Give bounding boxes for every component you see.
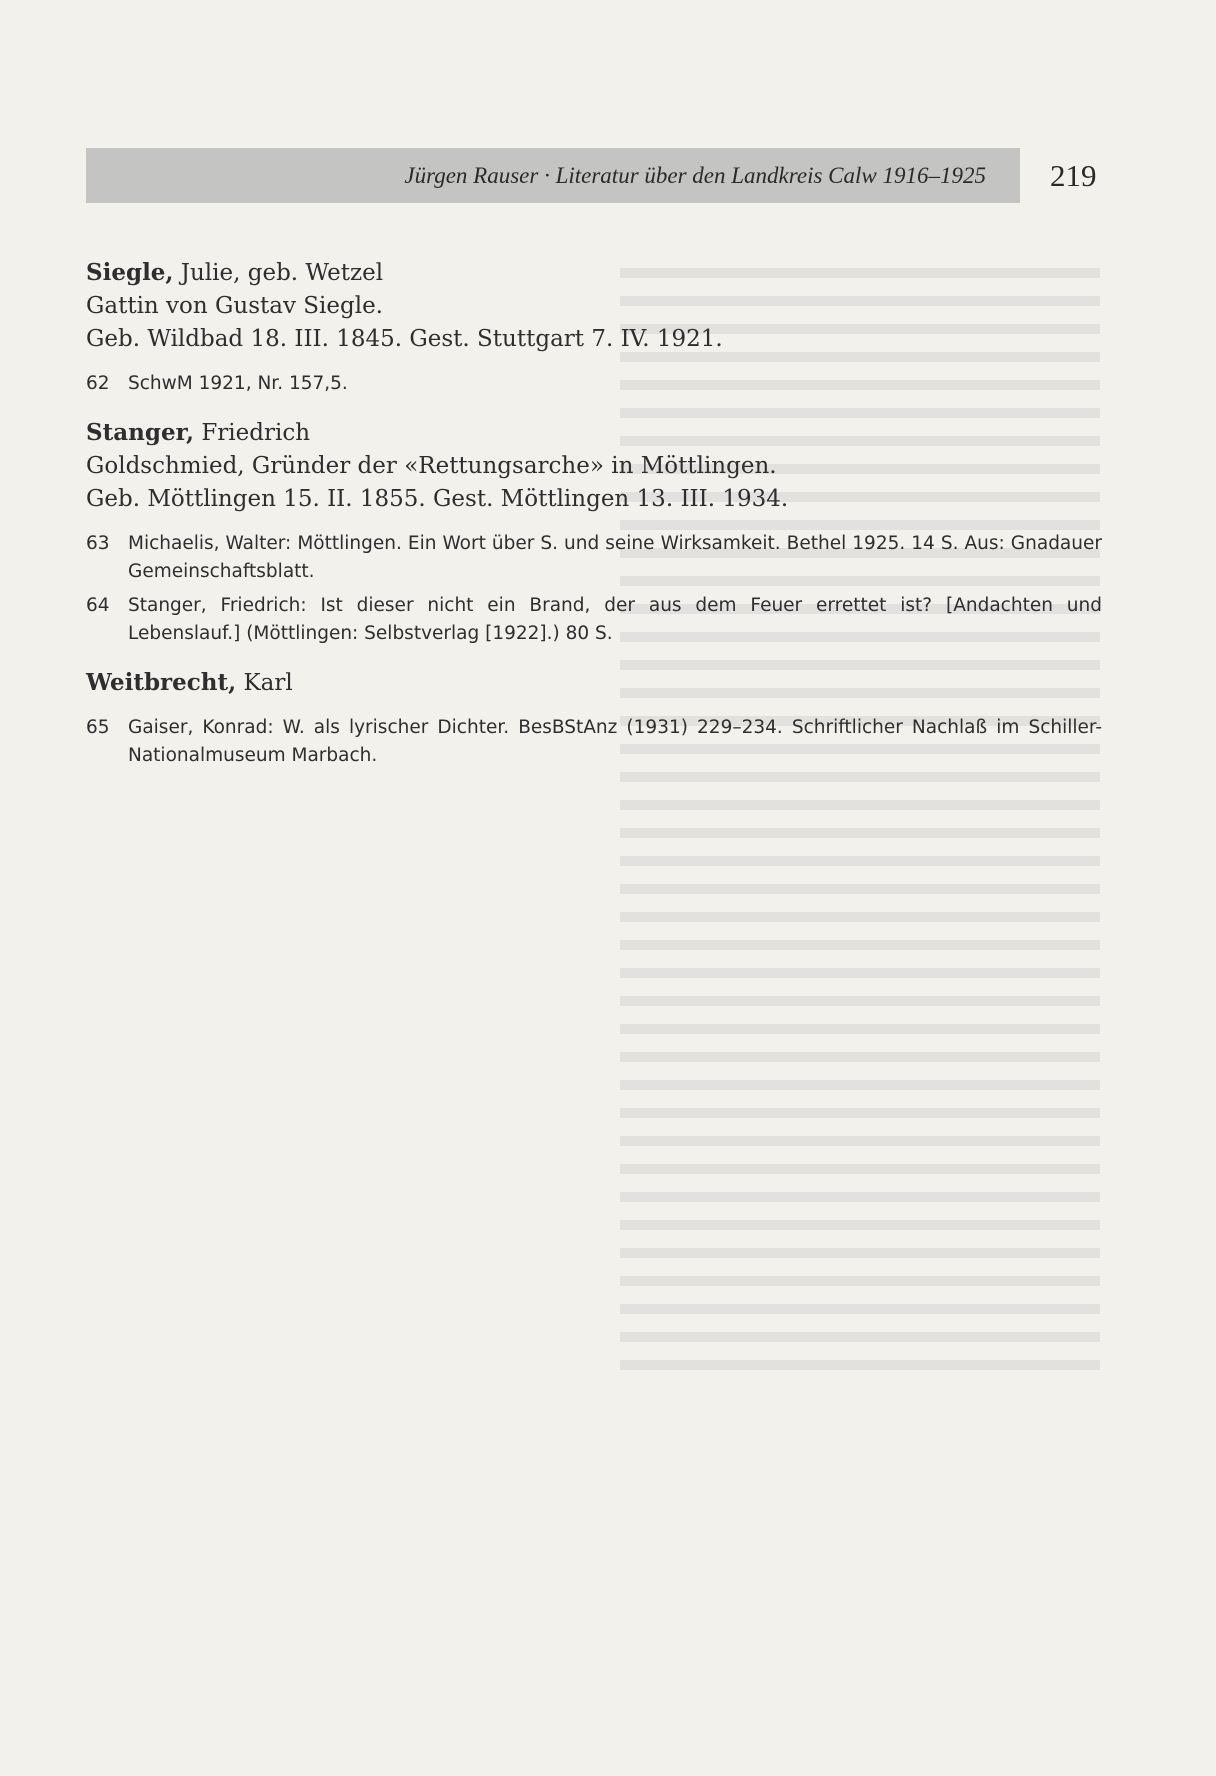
- entry-name-line: [86, 256, 1102, 290]
- reference-number: 65: [86, 717, 110, 738]
- entry-description: Goldschmied, Gründer der «Rettungsarche» in Möttlingen.: [86, 453, 777, 479]
- person-entry-siegle: [86, 256, 1102, 398]
- reference-text: Stanger, Friedrich: Ist dieser nicht ein Brand, der aus dem Feuer errettet ist? [Andachten und Lebenslauf.] (Möttlingen: Selbstverlag [1922].) 80 S.: [128, 595, 1102, 644]
- entry-description: Gattin von Gustav Siegle.: [86, 293, 383, 319]
- reference-text: SchwM 1921, Nr. 157,5.: [128, 373, 348, 394]
- person-entry-weitbrecht: [86, 666, 1102, 770]
- person-entry-stanger: [86, 416, 1102, 648]
- entry-references: [86, 530, 1102, 648]
- entry-given-name: Julie, geb. Wetzel: [173, 260, 384, 286]
- entry-name-line: [86, 666, 1102, 700]
- bibliography-content: [86, 256, 1102, 788]
- entry-heading: [86, 256, 1102, 356]
- entry-dates: Geb. Möttlingen 15. II. 1855. Gest. Möttlingen 13. III. 1934.: [86, 486, 789, 512]
- reference-number: 63: [86, 533, 110, 554]
- entry-surname: Siegle,: [86, 259, 174, 286]
- entry-given-name: Karl: [236, 670, 293, 696]
- reference-text: Michaelis, Walter: Möttlingen. Ein Wort über S. und seine Wirksamkeit. Bethel 1925. 14 S. Aus: Gnadauer Gemeinschaftsblatt.: [128, 533, 1102, 582]
- entry-name-line: [86, 416, 1102, 450]
- entry-surname: Weitbrecht,: [86, 669, 237, 696]
- reference-text: Gaiser, Konrad: W. als lyrischer Dichter. BesBStAnz (1931) 229–234. Schriftlicher Nachlaß im Schiller-Nationalmuseum Marbach.: [128, 717, 1102, 766]
- reference-item: [86, 714, 1102, 770]
- entry-heading: [86, 666, 1102, 700]
- reference-number: 62: [86, 373, 110, 394]
- reference-item: [86, 592, 1102, 648]
- entry-heading: [86, 416, 1102, 516]
- entry-surname: Stanger,: [86, 419, 195, 446]
- entry-references: [86, 714, 1102, 770]
- reference-item: [86, 370, 1102, 398]
- entry-references: [86, 370, 1102, 398]
- reference-number: 64: [86, 595, 110, 616]
- running-header-title: Jürgen Rauser · Literatur über den Landkreis Calw 1916–1925: [404, 163, 986, 188]
- page-number: 219: [1050, 158, 1097, 193]
- entry-given-name: Friedrich: [194, 420, 311, 446]
- entry-dates: Geb. Wildbad 18. III. 1845. Gest. Stuttgart 7. IV. 1921.: [86, 326, 723, 352]
- reference-item: [86, 530, 1102, 586]
